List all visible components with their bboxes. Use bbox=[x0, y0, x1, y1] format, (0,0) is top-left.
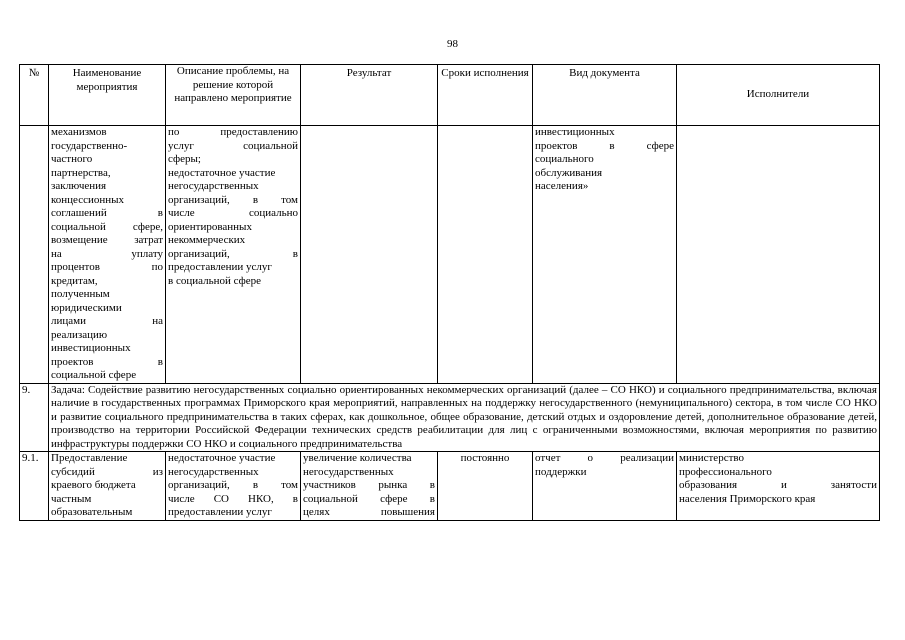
row-9-1-exec-line: населения Приморского края bbox=[679, 492, 816, 505]
cont-problem-line: недостаточное участие bbox=[168, 166, 276, 179]
header-executors: Исполнители bbox=[677, 65, 880, 126]
row-9-1-name-cell bbox=[49, 452, 166, 521]
cont-exec-cell bbox=[677, 126, 880, 384]
row-9-1-exec-cell bbox=[677, 452, 880, 521]
task-9-text: Задача: Содействие развитию негосударственных социально ориентированных некоммерческих организаций (далее – СО НКО) и социального предпринимательства, включая наличие в государственных программах Приморского края мероприятий, направленных на поддержку негосударственного (немуниципального) сектора, в том числе СО НКО и развитие социального предпринимательства в таких сферах, как дошкольное, общее образование, детский отдых и оздоровление детей, дополнительное образование детей, производство на территории Российской Федерации технических средств реабилитации для лиц с ограниченными возможностями, включая мероприятия по развитию инфраструктуры поддержки СО НКО и социального предпринимательства bbox=[49, 383, 880, 452]
table-header-row bbox=[20, 65, 880, 126]
cont-name-line: концессионных bbox=[51, 193, 125, 206]
header-terms-text: Сроки исполнения bbox=[441, 67, 529, 79]
row-9-1-name-line: краевого бюджета bbox=[51, 479, 136, 491]
cont-name-line: проектов в bbox=[51, 355, 163, 368]
cont-no-cell bbox=[20, 126, 49, 384]
row-9-1-problem-line: недостаточное участие bbox=[168, 452, 276, 464]
cont-doc-line: населения» bbox=[535, 180, 589, 192]
cont-name-line: на уплату bbox=[51, 247, 163, 260]
cont-name-line: полученным bbox=[51, 288, 110, 300]
row-9-1-name-line: образовательным bbox=[51, 506, 133, 518]
page-number: 98 bbox=[447, 38, 458, 50]
table-row-9-1 bbox=[20, 452, 880, 521]
row-9-1-exec-line: профессионального bbox=[679, 465, 772, 478]
cont-name-line: механизмов bbox=[51, 126, 107, 138]
cont-problem-line: ориентированных bbox=[168, 220, 252, 233]
cont-doc-line: проектов в сфере bbox=[535, 139, 674, 152]
header-no: № bbox=[20, 65, 49, 126]
cont-doc-line: инвестиционных bbox=[535, 126, 615, 138]
row-9-1-result-line: увеличение количества bbox=[303, 452, 412, 464]
row-9-1-name-line: субсидий из bbox=[51, 465, 163, 478]
cont-problem-line: в социальной сфере bbox=[168, 274, 262, 287]
cont-doc-line: социального bbox=[535, 153, 594, 165]
cont-name-line: государственно- bbox=[51, 139, 128, 152]
row-9-1-result-line: негосударственных bbox=[303, 465, 394, 478]
cont-name-line: возмещение затрат bbox=[51, 234, 163, 246]
row-9-1-no: 9.1. bbox=[20, 452, 49, 521]
row-9-1-result-cell bbox=[301, 452, 438, 521]
row-9-1-name-line: частным bbox=[51, 492, 92, 505]
table-row-continued bbox=[20, 126, 880, 384]
cont-problem-line: по предоставлению bbox=[168, 126, 298, 138]
row-9-1-problem-cell bbox=[166, 452, 301, 521]
cont-name-line: заключения bbox=[51, 180, 107, 192]
cont-name-line: социальной сфере bbox=[51, 369, 137, 381]
row-9-1-exec-line: министерство bbox=[679, 452, 745, 464]
cont-name-line: лицами на bbox=[51, 315, 163, 327]
cont-terms-cell bbox=[438, 126, 533, 384]
row-9-1-doc-line: поддержки bbox=[535, 465, 587, 478]
row-9-1-doc-cell bbox=[533, 452, 677, 521]
row-9-1-result-line: участников рынка в bbox=[303, 479, 435, 491]
cont-name-line: инвестиционных bbox=[51, 342, 131, 354]
header-problem-text: Описание проблемы, на решение которой направлено мероприятие bbox=[174, 65, 292, 104]
cont-doc-line: обслуживания bbox=[535, 166, 603, 179]
cont-name-line: кредитам, bbox=[51, 274, 98, 287]
row-9-1-terms: постоянно bbox=[438, 452, 533, 521]
header-name bbox=[49, 65, 166, 126]
row-9-1-problem-line: организаций, в том bbox=[168, 479, 298, 491]
cont-problem-line: организаций, в том bbox=[168, 193, 298, 206]
cont-problem-line: некоммерческих bbox=[168, 234, 246, 246]
row-9-1-result-line: социальной сфере в bbox=[303, 492, 435, 505]
cont-name-line: партнерства, bbox=[51, 166, 111, 179]
row-9-1-problem-line: предоставлении услуг bbox=[168, 506, 272, 518]
cont-name-line: соглашений в bbox=[51, 207, 163, 219]
row-9-1-name-line: Предоставление bbox=[51, 452, 128, 464]
cont-problem-line: организаций, в bbox=[168, 247, 298, 260]
task-9-no: 9. bbox=[20, 383, 49, 452]
table-row-task-9 bbox=[20, 383, 880, 452]
cont-name-line: юридическими bbox=[51, 301, 122, 314]
cont-name-line: процентов по bbox=[51, 261, 163, 273]
row-9-1-problem-line: числе СО НКО, в bbox=[168, 492, 298, 505]
cont-problem-line: предоставлении услуг bbox=[168, 261, 272, 273]
cont-result-cell bbox=[301, 126, 438, 384]
plan-table bbox=[19, 64, 880, 521]
cont-problem-line: услуг социальной bbox=[168, 139, 298, 152]
header-doc-type: Вид документа bbox=[533, 65, 677, 126]
row-9-1-result-line: целях повышения bbox=[303, 506, 435, 518]
cont-problem-line: негосударственных bbox=[168, 180, 259, 192]
header-name-text: Наименование мероприятия bbox=[72, 67, 142, 93]
cont-name-line: социальной сфере, bbox=[51, 220, 163, 233]
row-9-1-doc-line: отчет о реализации bbox=[535, 452, 674, 464]
cont-name-cell bbox=[49, 126, 166, 384]
cont-problem-line: числе социально bbox=[168, 207, 298, 219]
cont-name-line: частного bbox=[51, 153, 93, 165]
cont-problem-cell bbox=[166, 126, 301, 384]
cont-problem-line: сферы; bbox=[168, 153, 201, 165]
row-9-1-exec-line: образования и занятости bbox=[679, 479, 877, 491]
header-result: Результат bbox=[301, 65, 438, 126]
header-terms bbox=[438, 65, 533, 126]
cont-doc-cell bbox=[533, 126, 677, 384]
row-9-1-problem-line: негосударственных bbox=[168, 465, 259, 478]
header-problem bbox=[166, 65, 301, 126]
cont-name-line: реализацию bbox=[51, 328, 108, 341]
